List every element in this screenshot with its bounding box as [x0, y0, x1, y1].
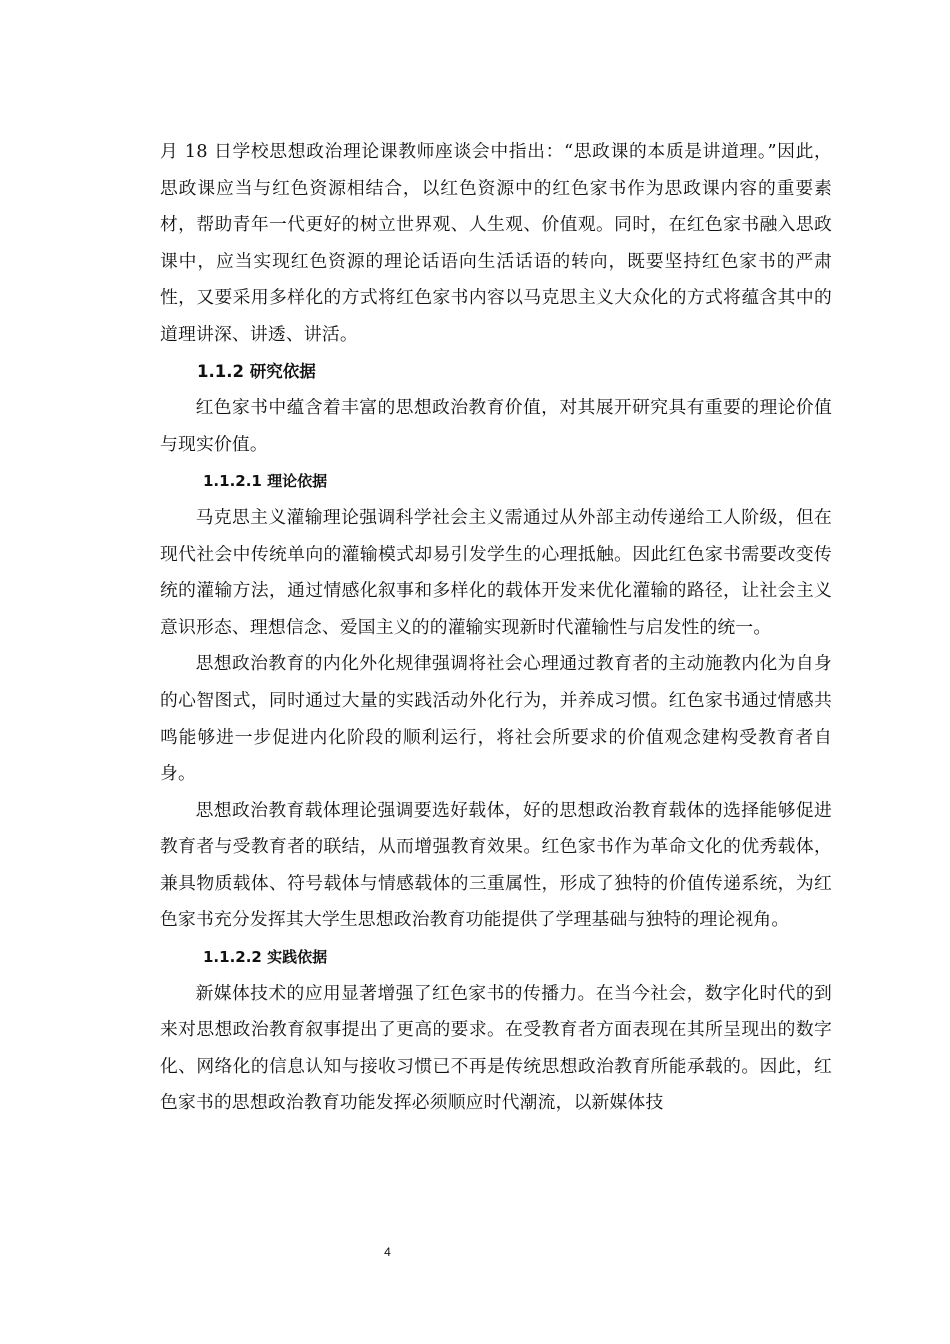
paragraph-internalization-theory: 思想政治教育的内化外化规律强调将社会心理通过教育者的主动施教内化为自身的心智图式，同时通过大量的实践活动外化行为，并养成习惯。红色家书通过情感共鸣能够进一步促进内化阶段的顺利运行，将社会所要求的价值观念建构受教育者自身。	[160, 653, 832, 785]
paragraph-indoctrination-theory: 马克思主义灌输理论强调科学社会主义需通过从外部主动传递给工人阶级，但在现代社会中传统单向的灌输模式却易引发学生的心理抵触。因此红色家书需要改变传统的灌输方法，通过情感化叙事和多样化的载体开发来优化灌输的路径，让社会主义意识形态、理想信念、爱国主义的的灌输实现新时代灌输性与启发性的统一。	[160, 506, 832, 638]
section-heading-1-1-2-2: 1.1.2.2 实践依据	[203, 948, 328, 967]
page-number: 4	[384, 1245, 391, 1259]
page-body	[160, 134, 832, 1122]
paragraph-continued: 月 18 日学校思想政治理论课教师座谈会中指出：“思政课的本质是讲道理。”因此，思政课应当与红色资源相结合，以红色资源中的红色家书作为思政课内容的重要素材，帮助青年一代更好的树立世界观、人生观、价值观。同时，在红色家书融入思政课中，应当实现红色资源的理论话语向生活话语的转向，既要坚持红色家书的严肃性，又要采用多样化的方式将红色家书内容以马克思主义大众化的方式将蕴含其中的道理讲深、讲透、讲活。	[160, 141, 832, 345]
paragraph-carrier-theory: 思想政治教育载体理论强调要选好载体，好的思想政治教育载体的选择能够促进教育者与受教育者的联结，从而增强教育效果。红色家书作为革命文化的优秀载体，兼具物质载体、符号载体与情感载体的三重属性，形成了独特的价值传递系统，为红色家书充分发挥其大学生思想政治教育功能提供了学理基础与独特的理论视角。	[160, 799, 832, 931]
section-heading-1-1-2-1: 1.1.2.1 理论依据	[203, 472, 328, 491]
paragraph-practice-basis: 新媒体技术的应用显著增强了红色家书的传播力。在当今社会，数字化时代的到来对思想政治教育叙事提出了更高的要求。在受教育者方面表现在其所呈现出的数字化、网络化的信息认知与接收习惯已不再是传统思想政治教育所能承载的。因此，红色家书的思想政治教育功能发挥必须顺应时代潮流，以新媒体技	[160, 982, 832, 1114]
paragraph-research-basis: 红色家书中蕴含着丰富的思想政治教育价值，对其展开研究具有重要的理论价值与现实价值。	[160, 397, 832, 455]
section-heading-1-1-2: 1.1.2 研究依据	[197, 361, 316, 381]
